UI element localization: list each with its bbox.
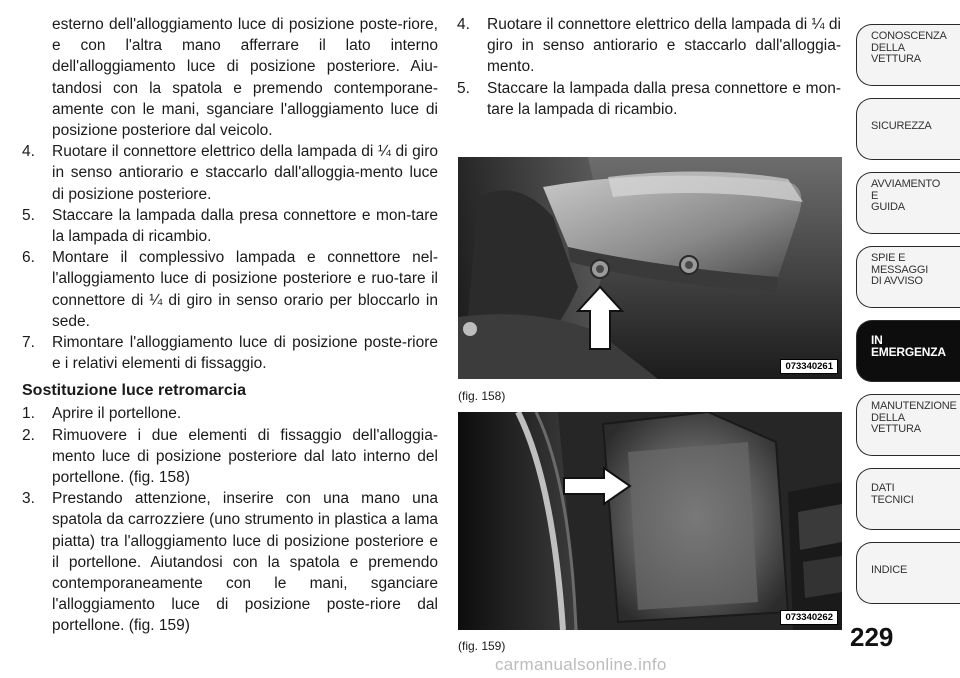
tab-dati-tecnici[interactable] — [856, 468, 960, 530]
step-text: Staccare la lampada dalla presa connettore e mon-tare la lampada di ricambio. — [52, 206, 438, 246]
tailgate-light-illustration — [458, 412, 842, 630]
tab-manutenzione-della-vettura[interactable] — [856, 394, 960, 456]
step-text: Staccare la lampada dalla presa connettore e mon-tare la lampada di ricambio. — [487, 79, 841, 118]
tail-light-housing-illustration — [458, 157, 842, 379]
continuation-paragraph: esterno dell'alloggiamento luce di posizione poste-riore, e con l'altra mano afferrare il lato interno dell'alloggiamento luce di posizione posteriore. Aiu-tandosi con la spatola e premendo contemporane-amente con le mani, sganciare l'alloggiamento luce di posizione posteriore dal veicolo. — [52, 16, 438, 140]
step-text: Rimuovere i due elementi di fissaggio dell'alloggia-mento luce di posizione posteriore dal lato interno del portellone. (fig. 158) — [52, 426, 438, 487]
steps-list — [22, 141, 438, 374]
tab-label: EMERGENZA — [871, 344, 946, 359]
list-item — [22, 488, 438, 636]
list-item — [22, 425, 438, 489]
figure-159 — [458, 412, 842, 630]
tab-spie-e-messaggi[interactable] — [856, 246, 960, 308]
list-item — [22, 403, 438, 424]
list-item — [457, 14, 841, 78]
right-column — [457, 14, 841, 120]
right-arrow-icon — [562, 466, 632, 506]
tab-label: DELLA — [871, 41, 905, 54]
tab-label: AVVIAMENTO — [871, 178, 941, 190]
section-steps-list — [22, 403, 438, 636]
list-item — [22, 247, 438, 332]
tab-label: CONOSCENZA — [871, 30, 947, 42]
tab-label: VETTURA — [871, 423, 921, 435]
step-number: 5. — [457, 79, 470, 97]
figure-code: 073340262 — [780, 610, 838, 625]
step-number: 4. — [457, 16, 470, 33]
step-text: Ruotare il connettore elettrico della lampada di ¼ di giro in senso antiorario e staccarlo dall'alloggia-mento luce di posizione posteriore. — [52, 143, 438, 203]
step-number: 5. — [22, 206, 35, 224]
tab-label: GUIDA — [871, 201, 905, 213]
page-number: 229 — [850, 622, 894, 652]
step-number: 2. — [22, 426, 35, 444]
list-item — [22, 332, 438, 374]
tab-label: SICUREZZA — [871, 120, 932, 132]
up-arrow-icon — [576, 285, 624, 351]
left-column — [22, 14, 438, 637]
list-item — [22, 141, 438, 205]
tab-label: SPIE E — [871, 252, 906, 264]
step-text: Montare il complessivo lampada e connettore nel-l'alloggiamento luce di posizione posteriore e ruo-tare il connettore di ¼ di giro in senso orario per bloccarlo in sede. — [52, 249, 438, 330]
step-number: 1. — [22, 405, 35, 423]
tab-label: IN — [871, 333, 883, 347]
tab-label: DATI — [871, 482, 895, 494]
figure-caption: (fig. 158) — [458, 389, 506, 403]
step-text: Ruotare il connettore elettrico della lampada di ¼ di giro in senso antiorario e staccarlo dall'alloggia-mento. — [487, 16, 841, 76]
tab-label: E — [871, 189, 879, 202]
step-number: 4. — [22, 143, 35, 161]
chapter-tabs — [856, 24, 960, 616]
section-title: Sostituzione luce retromarcia — [22, 382, 247, 400]
watermark: carmanualsonline.info — [495, 655, 667, 674]
list-item — [457, 78, 841, 120]
tab-sicurezza[interactable] — [856, 98, 960, 160]
figure-158 — [458, 157, 842, 379]
tab-avviamento-e-guida[interactable] — [856, 172, 960, 234]
list-item — [22, 205, 438, 247]
figure-caption: (fig. 159) — [458, 639, 506, 653]
tab-in-emergenza[interactable] — [856, 320, 960, 382]
tab-conoscenza-della-vettura[interactable] — [856, 24, 960, 86]
tab-label: TECNICI — [871, 493, 914, 506]
tab-label: DI AVVISO — [871, 275, 923, 287]
tab-label: DELLA — [871, 411, 905, 424]
step-text: Prestando attenzione, inserire con una mano una spatola da carrozziere (uno strumento in plastica a lama piatta) tra l'alloggiamento luce di posizione posteriore e il portellone. Aiutandosi con la spatola e premendo contemporaneamente con le mani, sganciare l'alloggiamento luce di posizione poste-riore dal portellone. (fig. 159) — [52, 490, 438, 635]
tab-label: MESSAGGI — [871, 263, 929, 276]
step-text: Aprire il portellone. — [52, 405, 182, 423]
tab-label: INDICE — [871, 564, 908, 576]
tab-indice[interactable] — [856, 542, 960, 604]
step-number: 7. — [22, 334, 35, 352]
step-number: 3. — [22, 490, 35, 508]
figure-code: 073340261 — [780, 359, 838, 374]
step-number: 6. — [22, 249, 35, 267]
step-text: Rimontare l'alloggiamento luce di posizione poste-riore e i relativi elementi di fissaggio. — [52, 334, 438, 373]
tab-label: VETTURA — [871, 53, 921, 65]
right-steps-list — [457, 14, 841, 120]
tab-label: MANUTENZIONE — [871, 400, 957, 412]
